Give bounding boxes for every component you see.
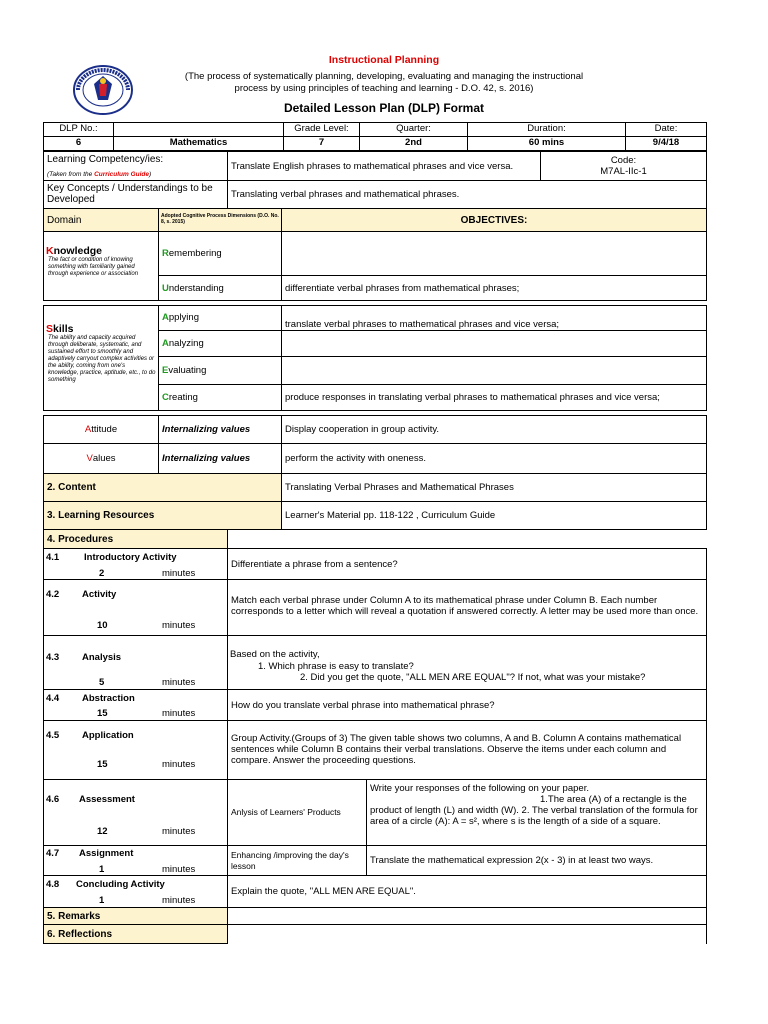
quarter-value: 2nd [359, 136, 468, 151]
creating-objective: produce responses in translating verbal phrases to mathematical phrases and vice versa; [281, 384, 707, 411]
understanding-cell: U nderstanding [158, 275, 282, 301]
learning-resources-label: 3. Learning Resources [43, 501, 282, 530]
duration-value: 60 mins [467, 136, 626, 151]
procedures-label: 4. Procedures [43, 529, 228, 549]
grade-level-label: Grade Level: [283, 122, 360, 137]
content-text: Translating Verbal Phrases and Mathematical Phrases [281, 473, 707, 502]
procedure-4-2-text: Match each verbal phrase under Column A to its mathematical phrase under Column B. Each number corresponds to a letter which will reveal a quotation if answered correctly. A letter may be used more than once. [227, 579, 707, 636]
procedures-blank [227, 529, 707, 549]
procedure-4-5-text: Group Activity.(Groups of 3) The given table shows two columns, A and B. Column A contains mathematical sentences while Column B contains their verbal translations. Observe the items under each column and compare. Answer the proceeding questions. [227, 720, 707, 780]
remembering-objective [281, 231, 707, 276]
instructional-planning-title: Instructional Planning [328, 54, 440, 66]
reflections-right-border [706, 924, 707, 944]
dlp-no-label: DLP No.: [43, 122, 114, 137]
procedure-4-4-cell: 4.4 Abstraction 15 minutes [43, 689, 228, 721]
date-label: Date: [625, 122, 707, 137]
procedure-4-6-text: Write your responses of the following on your paper. 1.The area (A) of a rectangle is the product of length (L) and width (W). 2. The verbal translation of the formula for area of a circle (A): A = s², where s is the length of a side of a square. [366, 779, 707, 846]
understanding-objective: differentiate verbal phrases from mathematical phrases; [281, 275, 707, 301]
procedure-4-3-cell: 4.3 Analysis 5 minutes [43, 635, 228, 690]
remarks-label: 5. Remarks [43, 907, 228, 925]
domain-label: Domain [43, 208, 159, 232]
procedure-4-7-text: Translate the mathematical expression 2(x - 3) in at least two ways. [366, 845, 707, 876]
evaluating-objective [281, 356, 707, 385]
procedure-4-1-cell: 4.1 Introductory Activity 2 minutes [43, 548, 228, 580]
procedure-4-2-cell: 4.2 Activity 10 minutes [43, 579, 228, 636]
learning-competency-label: Learning Competency/ies: (Taken from the Curriculum Guide) [43, 151, 228, 181]
values-cell: V alues [43, 443, 159, 474]
learning-resources-text: Learner's Material pp. 118-122 , Curriculum Guide [281, 501, 707, 530]
procedure-4-5-cell: 4.5 Application 15 minutes [43, 720, 228, 780]
attitude-level: Internalizing values [158, 415, 282, 444]
key-concepts-text: Translating verbal phrases and mathematical phrases. [227, 180, 707, 209]
procedure-4-8-cell: 4.8 Concluding Activity 1 minutes [43, 875, 228, 908]
quarter-label: Quarter: [359, 122, 468, 137]
procedure-4-3-text: Based on the activity, 1. Which phrase is easy to translate? 2. Did you get the quote, "ALL MEN ARE EQUAL"? If not, what was your mistake? [227, 635, 707, 690]
content-label: 2. Content [43, 473, 282, 502]
procedure-4-4-text: How do you translate verbal phrase into mathematical phrase? [227, 689, 707, 721]
subject-value: Mathematics [113, 136, 284, 151]
key-concepts-label: Key Concepts / Understandings to be Developed [43, 180, 228, 209]
attitude-cell: A ttitude [43, 415, 159, 444]
procedure-4-8-text: Explain the quote, "ALL MEN ARE EQUAL". [227, 875, 707, 908]
code-cell: Code: M7AL-IIc-1 [540, 151, 707, 181]
dlp-no-value: 6 [43, 136, 114, 151]
objectives-header: OBJECTIVES: [281, 208, 707, 232]
applying-objective: translate verbal phrases to mathematical phrases and vice versa; [281, 305, 707, 331]
dlp-blank-cell [113, 122, 284, 137]
analyzing-cell: A nalyzing [158, 330, 282, 357]
values-objective: perform the activity with oneness. [281, 443, 707, 474]
subtitle-line-1: (The process of systematically planning, developing, evaluating and managing the instructional [184, 71, 584, 82]
reflections-label: 6. Reflections [43, 924, 228, 944]
attitude-objective: Display cooperation in group activity. [281, 415, 707, 444]
knowledge-domain-cell: Knowledge The fact or condition of knowing something with familiarity gained through experience or association [43, 231, 159, 301]
grade-level-value: 7 [283, 136, 360, 151]
subtitle-line-2: process by using principles of teaching and learning - D.O. 42, s. 2016) [234, 83, 534, 94]
applying-cell: Applying [158, 305, 282, 331]
date-value: 9/4/18 [625, 136, 707, 151]
learning-competency-text: Translate English phrases to mathematical phrases and vice versa. [227, 151, 541, 181]
remarks-field [227, 907, 707, 925]
creating-cell: C reating [158, 384, 282, 411]
procedure-4-7-cell: 4.7 Assignment 1 minutes [43, 845, 228, 876]
procedure-4-7-sub: Enhancing /improving the day's lesson [227, 845, 367, 876]
cognitive-dimensions-label: Adopted Cognitive Process Dimensions (D.O. No. 8, s. 2015) [158, 208, 282, 232]
analyzing-objective [281, 330, 707, 357]
reflections-field [227, 924, 707, 944]
dlp-format-title: Detailed Lesson Plan (DLP) Format [283, 101, 485, 115]
deped-seal-logo [72, 64, 134, 116]
duration-label: Duration: [467, 122, 626, 137]
remembering-cell: R emembering [158, 231, 282, 276]
procedure-4-6-sub: Anlysis of Learners' Products [227, 779, 367, 846]
procedure-4-6-cell: 4.6 Assessment 12 minutes [43, 779, 228, 846]
values-level: Internalizing values [158, 443, 282, 474]
evaluating-cell: E valuating [158, 356, 282, 385]
procedure-4-1-text: Differentiate a phrase from a sentence? [227, 548, 707, 580]
skills-domain-cell: Skills The ability and capacity acquired through deliberate, systematic, and sustained effort to smoothly and adaptively carryout complex activities or the ability, coming from one's knowledge, practice, aptitude, etc., to do something [43, 305, 159, 411]
